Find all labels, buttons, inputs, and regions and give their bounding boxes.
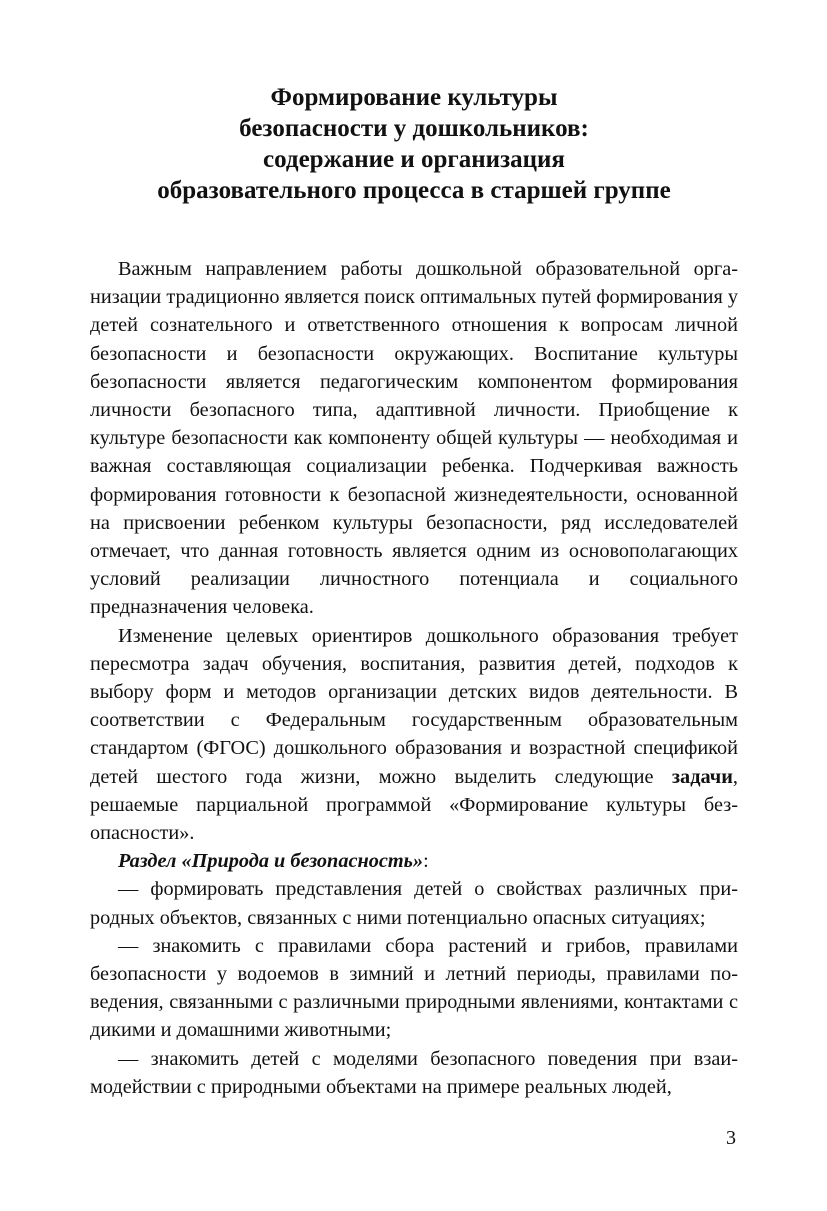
title-line-1: Формирование культуры — [270, 84, 558, 111]
page-number: 3 — [726, 1127, 736, 1149]
page-title — [90, 82, 738, 206]
body-text — [90, 255, 738, 1101]
paragraph-2 — [90, 622, 738, 848]
paragraph-2-bold-term: задачи — [671, 765, 733, 788]
list-item-3: — знакомить детей с моделями безопасного поведения при взаимодействии с природными объектами на примере реальных людей, — [90, 1047, 738, 1098]
page-content — [90, 82, 738, 1101]
paragraph-1: Важным направлением работы дошкольной образовательной организации традиционно является поиск оптимальных путей формирования у детей сознательного и ответственного отношения к вопросам личной безопасности и безопасности окружающих. Воспитание культуры безопасности является педагогическим компонентом формирования личности безопасного типа, адаптивной личности. Приобщение к культуре безопасности как компоненту общей культуры — необходимая и важная составляющая социализации ребенка. Подчеркивая важность формирования готовности к безопасной жизнедеятельности, основанной на присвоении ребенком культуры безопасности, ряд исследователей отмечает, что данная готовность является одним из основополагающих условий реализации личностного потенциала и социального предназначения человека. — [90, 258, 738, 619]
title-line-3: содержание и организация — [263, 146, 565, 173]
section-heading-colon: : — [423, 850, 429, 873]
section-heading: Раздел «Природа и безопасность» — [118, 850, 424, 873]
paragraph-2-text-start: Изменение целевых ориентиров дошкольного образования требует пересмотра задач обучения, воспитания, развития детей, подходов к выбору форм и методов организации детских видов деятельности. В соответствии с Федеральным государственным образовательным стандартом (ФГОС) дошкольного образования и возрастной спецификой детей шестого года жизни, можно выделить следующие — [90, 624, 738, 788]
list-item-2: — знакомить с правилами сбора растений и грибов, правилами безопасности у водоемов в зимний и летний периоды, правилами поведения, связанными с различными природными явлениями, контактами с дикими и домашними животными; — [90, 934, 738, 1042]
paragraph-2-text-end: , решаемые парциальной программой «Формирование культуры безопасности». — [90, 765, 738, 845]
title-line-2: безопасности у дошкольников: — [239, 115, 589, 142]
list-item-1: — формировать представления детей о свойствах различных природных объектов, связанных с ними потенциально опасных ситуациях; — [90, 878, 738, 929]
title-line-4: образовательного процесса в старшей группе — [157, 177, 671, 204]
section-heading-line — [90, 847, 738, 875]
